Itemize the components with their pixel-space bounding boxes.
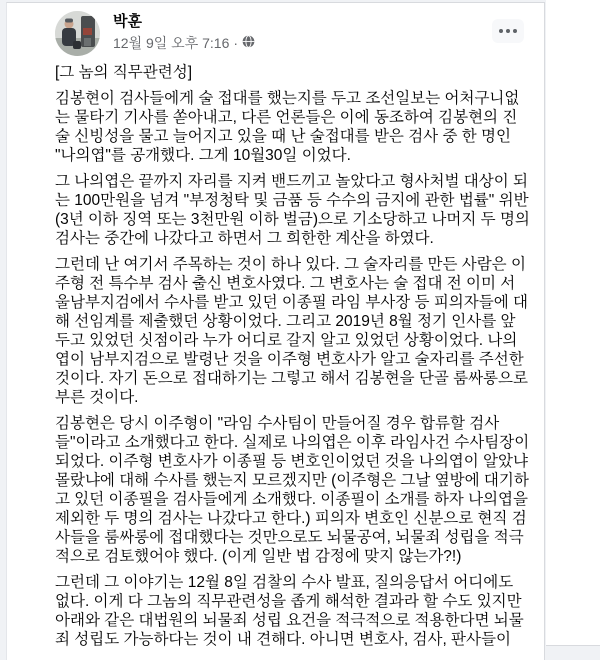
timestamp[interactable]: 12월 9일 오후 7:16: [113, 34, 230, 51]
avatar[interactable]: [55, 11, 100, 56]
post-paragraph: 김봉현이 검사들에게 술 접대를 했는지를 두고 조선일보는 어처구니없는 물타기 기사를 쏟아내고, 다른 언론들은 이에 동조하여 김봉현의 진술 신빙성을 물고 늘어지고 있을 때 난 술접대를 받은 검사 중 한 명인 "나의엽"를 공개했다. 그게 10월30일 이었다.: [55, 90, 520, 164]
profile-photo: [55, 11, 100, 56]
ellipsis-icon: [499, 29, 517, 33]
post-header: [55, 9, 528, 58]
post-content: [55, 63, 530, 649]
post-paragraph: 그 나의엽은 끝까지 자리를 지켜 밴드끼고 놀았다고 형사처벌 대상이 되는 100만원을 넘겨 "부정청탁 및 금품 등 수수의 금지에 관한 법률" 위반 (3년 이하 징역 또는 3천만원 이하 벌금)으로 기소당하고 나머지 두 명의 검사는 중간에 나갔다고 하면서 그 희한한 계산을 하였다.: [55, 173, 530, 247]
post-meta: [113, 12, 255, 53]
more-options-button[interactable]: [492, 19, 524, 43]
post-card: [6, 2, 545, 660]
author-name[interactable]: 박훈: [113, 13, 142, 30]
post-paragraph: 그런데 난 여기서 주목하는 것이 하나 있다. 그 술자리를 만든 사람은 이주형 전 특수부 검사 출신 변호사였다. 그 변호사는 술 접대 전 이미 서울남부지검에서 수사를 받고 있던 이종필 라임 부사장 등 피의자들에 대해 선임계를 제출했던 상황이었다. 그리고 2019년 8월 정기 인사를 앞두고 있었던 싯점이라 누가 어디로 갈지 알고 있었던 상황이었다. 나의엽이 남부지검으로 발령난 것을 이주형 변호사가 알고 술자리를 주선한 것이다. 자기 돈으로 접대하기는 그렇고 해서 김봉현을 단골 룸싸롱으로 부른 것이다.: [55, 256, 528, 406]
dot-separator: ·: [233, 34, 239, 51]
right-rail: [546, 0, 600, 660]
globe-icon: [242, 34, 255, 53]
post-paragraph: 김봉현은 당시 이주형이 "라임 수사팀이 만들어질 경우 합류할 검사들"이라고 소개했다고 한다. 실제로 나의엽은 이후 라임사건 수사팀장이 되었다. 이주형 변호사가 이종필 등 변호인이었던 것을 나의엽이 알았냐 몰랐냐에 대해 수사를 했는지 모르겠지만 (이주형은 그날 옆방에 대기하고 있던 이종필을 검사들에게 소개했다. 이종필이 소개를 하자 나의엽을 제외한 두 명의 검사는 나갔다고 한다.) 피의자 변호인 신분으로 현직 검사들을 룸싸롱에 접대했다는 것만으로도 뇌물공여, 뇌물죄 성립을 적극적으로 검토했어야 했다. (이게 일반 법 감정에 맞지 않는가?!): [55, 415, 530, 565]
post-title-line: [그 놈의 직무관련성]: [55, 64, 193, 81]
post-paragraph: 그런데 그 이야기는 12월 8일 검찰의 수사 발표, 질의응답서 어디에도 없다. 이게 다 그놈의 직무관련성을 좁게 해석한 결과라 할 수도 있지만 아래와 같은 대법원의 뇌물죄 성립 요건을 적극적으로 적용한다면 뇌물죄 성립도 가능하다는 것이 내 견해다. 아니면 변호사, 검사, 판사들이: [55, 574, 524, 648]
adjacent-card-edge: [546, 0, 600, 646]
